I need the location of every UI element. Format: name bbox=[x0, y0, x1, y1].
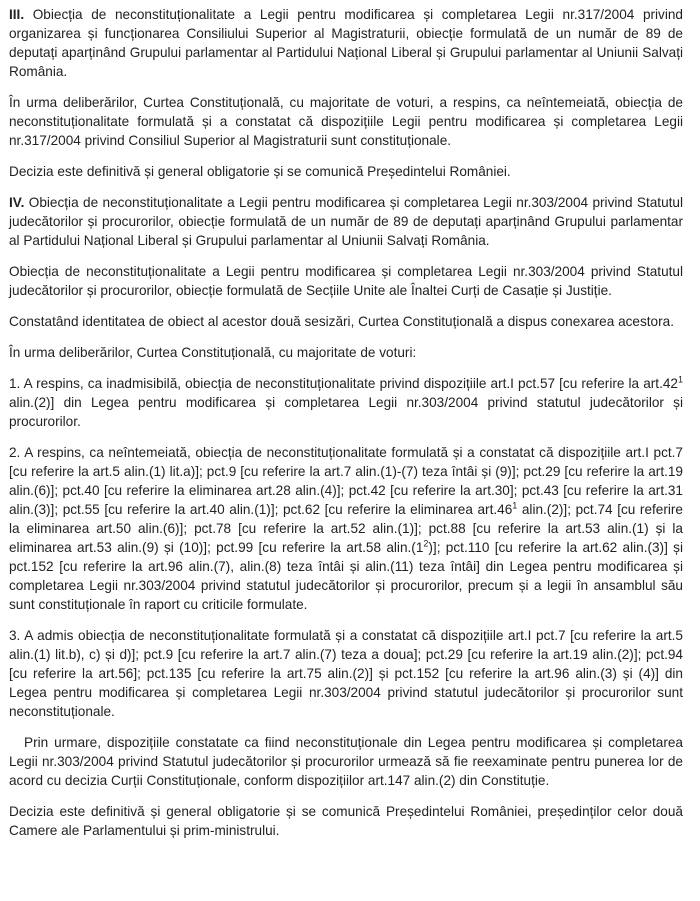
section-iii-final: Decizia este definitivă și general obligatorie și se comunică Președintelui României. bbox=[9, 164, 511, 179]
ruling-item-1-part-a: 1. A respins, ca inadmisibilă, obiecția de neconstituționalitate privind dispozițiile art.I pct.57 [cu referire la art.42 bbox=[9, 376, 678, 391]
section-iv-objection-2: Obiecția de neconstituționalitate a Legii pentru modificarea și completarea Legii nr.303/2004 privind Statutul judecătorilor și procurorilor, obiecție formulată de Secțiile Unite ale Înaltei Curți de Casație și Justiție. bbox=[9, 264, 683, 298]
ruling-item-2-part-a: 2. A respins, ca neîntemeiată, obiecția de neconstituționalitate formulată și a constatat că dispozițiile art.I pct.7 [cu referire la art.5 alin.(1) lit.a)]; pct.9 [cu referire la art.7 alin.(1)-(7) teza întâi și (9)]; pct.29 [cu referire la art.19 alin.(6)]; pct.40 [cu referire la eliminarea art.28 alin.(4)]; pct.42 [cu referire la art.30]; pct.43 [cu referire la art.31 alin.(3)]; pct.55 [cu referire la art.40 alin.(1)]; pct.62 [cu referire la eliminarea art.46 bbox=[9, 445, 683, 517]
section-iv-joinder: Constatând identitatea de obiect al acestor două sesizări, Curtea Constituțională a dispus conexarea acestora. bbox=[9, 314, 674, 329]
ruling-item-2-superscript-a: 1 bbox=[512, 500, 518, 511]
ruling-item-2-superscript-b: 2 bbox=[423, 538, 429, 549]
section-iv-consequence: Prin urmare, dispozițiile constatate ca fiind neconstituționale din Legea pentru modificarea și completarea Legii nr.303/2004 privind Statutul judecătorilor și procurorilor urmează să fie reexaminate pentru punerea lor de acord cu decizia Curții Constituționale, conform dispozițiilor art.147 alin.(2) din Constituție. bbox=[9, 735, 683, 788]
ruling-item-2 bbox=[9, 443, 683, 614]
section-iv-heading-text: Obiecția de neconstituționalitate a Legii pentru modificarea și completarea Legii nr.303/2004 privind Statutul judecătorilor și procurorilor, obiecție formulată de un număr de 89 de deputați aparținând Grupului parlamentar al Partidului Național Liberal și Grupului parlamentar al Uniunii Salvați România. bbox=[9, 195, 683, 248]
section-iii-deliberation: În urma deliberărilor, Curtea Constituțională, cu majoritate de voturi, a respins, ca neîntemeiată, obiecția de neconstituționalitate formulată și a constatat că dispozițiile Legii pentru modificarea și completarea Legii nr.317/2004 privind Consiliul Superior al Magistraturii sunt constituționale. bbox=[9, 95, 683, 148]
ruling-item-3: 3. A admis obiecția de neconstituționalitate formulată și a constatat că dispozițiile art.I pct.7 [cu referire la art.5 alin.(1) lit.b), c) și d)]; pct.9 [cu referire la art.7 alin.(7) teza a doua]; pct.29 [cu referire la art.19 alin.(2)]; pct.94 [cu referire la art.56]; pct.135 [cu referire la art.75 alin.(2)] și pct.152 [cu referire la art.96 alin.(3) și (4)] din Legea pentru modificarea și completarea Legii nr.303/2004 privind statutul judecătorilor și procurorilor sunt neconstituționale. bbox=[9, 628, 683, 719]
ruling-item-1 bbox=[9, 374, 683, 431]
section-iv-final: Decizia este definitivă și general obligatorie și se comunică Președintelui României, președinților celor două Camere ale Parlamentului și prim-ministrului. bbox=[9, 804, 683, 838]
ruling-item-2-part-b: alin.(2)]; pct.74 [cu referire la eliminarea art.50 alin.(6)]; pct.78 [cu referire la art.52 alin.(1)]; pct.88 [cu referire la art.53 alin.(1) și la eliminarea art.53 alin.(9) și (10)]; pct.99 [cu referire la art.58 alin.(1 bbox=[9, 502, 683, 555]
section-iii-heading-text: Obiecția de neconstituționalitate a Legii pentru modificarea și completarea Legii nr.317/2004 privind organizarea și funcționarea Consiliului Superior al Magistraturii, obiecție formulată de un număr de 89 de deputați aparținând Grupului parlamentar al Partidului Național Liberal și Grupului parlamentar al Uniunii Salvați România. bbox=[9, 7, 683, 79]
section-iii-heading bbox=[9, 5, 683, 81]
section-iv-numeral: IV. bbox=[9, 195, 25, 210]
section-iii-numeral: III. bbox=[9, 7, 25, 22]
section-iv-deliberation: În urma deliberărilor, Curtea Constituțională, cu majoritate de voturi: bbox=[9, 345, 417, 360]
ruling-item-1-superscript: 1 bbox=[677, 374, 683, 385]
ruling-item-2-part-c: )]; pct.110 [cu referire la art.62 alin.(3)] și pct.152 [cu referire la art.96 alin.(7), alin.(8) teza întâi și alin.(11) teza întâi] din Legea pentru modificarea și completarea Legii nr.303/2004 privind statutul judecătorilor și procurorilor, precum și a legii în ansamblul său sunt constituționale în raport cu criticile formulate. bbox=[9, 540, 683, 612]
section-iv-heading bbox=[9, 193, 683, 250]
ruling-item-1-part-b: alin.(2)] din Legea pentru modificarea și completarea Legii nr.303/2004 privind statutul judecătorilor și procurorilor. bbox=[9, 395, 683, 429]
